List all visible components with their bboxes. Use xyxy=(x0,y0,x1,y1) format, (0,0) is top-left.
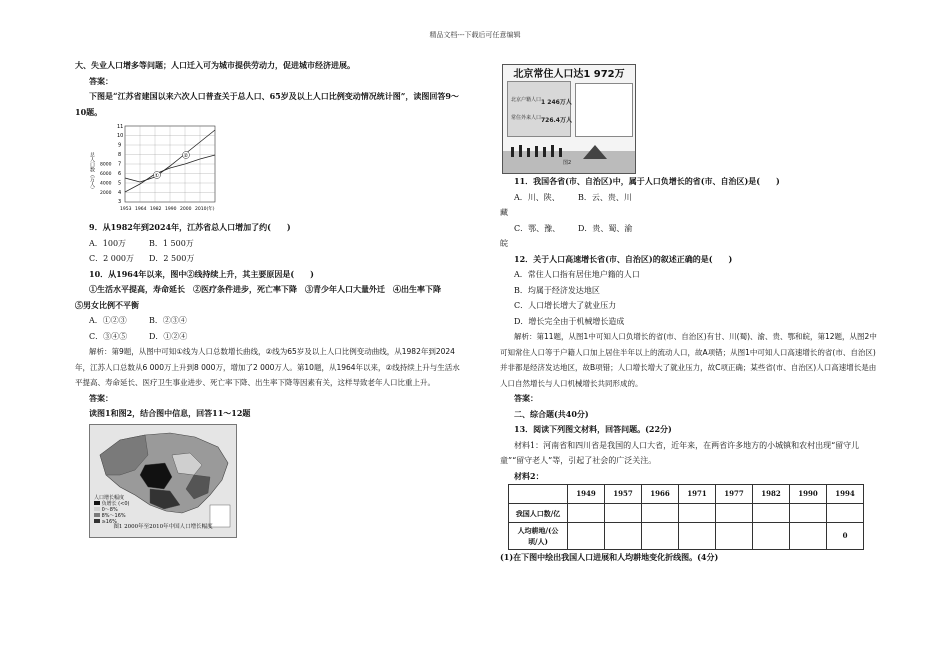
tick-label: 7 xyxy=(118,161,122,168)
tick-label: 6 xyxy=(118,171,122,177)
sub-question-1: (1)在下图中绘出我国人口进展和人均耕地变化折线图。(4分) xyxy=(500,552,719,562)
right-axis-ticks xyxy=(117,124,123,205)
tick-label: 3 xyxy=(118,199,122,205)
option-b[interactable]: B．云、贵、川 xyxy=(578,192,632,202)
table-cell xyxy=(753,523,790,550)
table-year: 1966 xyxy=(642,485,679,504)
y-axis-label: 总人口数（万人） xyxy=(89,152,95,192)
table-cell xyxy=(642,504,679,523)
tick-label: 1964 xyxy=(135,207,147,212)
table-year: 1990 xyxy=(790,485,827,504)
tick-label: 4000 xyxy=(100,181,112,187)
tick-label: 11 xyxy=(117,124,124,130)
tick-label: 6000 xyxy=(100,172,112,177)
solution-9-10: 解析：第9题，从图中可知①线为人口总数增长曲线，②线为65岁及以上人口比例变动曲线，从1982年到2024年，江苏人口总数从6 000万上升到8 000万，增加了2 000万人。第10题，从1964年以来，②线持续上升与生活水平提高、寿命延长、医疗卫生事业进步、死亡率下降、出生率下降等因素有关，这样导致老年人口比重上升。 xyxy=(75,347,460,387)
option-b[interactable]: B．1 500万 xyxy=(149,238,194,248)
table-cell xyxy=(827,504,864,523)
left-axis-ticks xyxy=(100,162,112,197)
x-axis-ticks xyxy=(120,205,215,212)
population-farmland-table xyxy=(508,484,864,550)
table-header-row xyxy=(509,485,864,504)
right-column xyxy=(500,64,880,566)
poster-title: 北京常住人口达1 972万 xyxy=(513,69,625,80)
tick-label: 2000 xyxy=(180,207,192,212)
material-1: 材料1：河南省和四川省是我国的人口大省，近年来，在两省许多地方的小城镇和农村出现“留守儿童”“留守老人”等，引起了社会的广泛关注。 xyxy=(500,440,860,465)
option-a[interactable]: A．川、陕、藏 xyxy=(500,192,560,217)
table-year: 1994 xyxy=(827,485,864,504)
table-cell xyxy=(716,523,753,550)
q10-items: ①生活水平提高，寿命延长 ②医疗条件进步，死亡率下降 ③青少年人口大量外迁 ④出生率下降 xyxy=(89,284,441,294)
tick-label: 4 xyxy=(118,190,122,196)
solution-11-12: 解析：第11题，从图1中可知人口负增长的省(市、自治区)有甘、川(蜀)、渝、贵、鄂和皖，第12题，从图2中可知常住人口等于户籍人口加上居住半年以上的流动人口，故A项错；从图1中可知人口高速增长的省(市、自治区)并非都是经济发达地区，故B项错；人口增长增大了就业压力，故C项正确；某些省(市、自治区)人口高速增长是由人口自然增长与人口机械增长共同形成的。 xyxy=(500,332,877,388)
table-cell xyxy=(790,504,827,523)
option-a[interactable]: A．①②③ xyxy=(89,316,127,325)
table-cell xyxy=(790,523,827,550)
tick-label: 9 xyxy=(118,142,122,149)
legend-label: 负增长 (<0) xyxy=(101,500,130,507)
option-d[interactable]: D．①②④ xyxy=(149,331,188,341)
table-cell xyxy=(679,523,716,550)
table-year: 1971 xyxy=(679,485,716,504)
text-line: 大、失业人口增多等问题；人口迁入可为城市提供劳动力，促进城市经济进展。 xyxy=(75,60,355,70)
legend-label: ≥16% xyxy=(101,518,117,525)
legend-swatch xyxy=(94,501,100,505)
option-d[interactable]: D．增长完全由于机械增长造成 xyxy=(514,316,625,326)
poster-label-b: 常住外来人口 xyxy=(511,115,542,121)
option-c[interactable]: C．鄂、豫、皖 xyxy=(500,223,561,248)
poster-panel-right xyxy=(575,83,633,137)
legend-swatch xyxy=(94,507,100,511)
tick-label: 10 xyxy=(117,133,124,139)
option-d[interactable]: D．贵、蜀、渝 xyxy=(578,223,633,233)
question-intro: 下图是“江苏省建国以来六次人口普查关于总人口、65岁及以上人口比例变动情况统计图”，读图回答9～10题。 xyxy=(75,91,459,117)
q11-options-row2 xyxy=(500,221,880,252)
q9-options-row2 xyxy=(75,251,465,267)
table-cell: 0 xyxy=(827,523,864,550)
table-row xyxy=(509,523,864,550)
table-cell xyxy=(716,504,753,523)
table-cell xyxy=(679,504,716,523)
poster-caption: 图2 xyxy=(563,159,572,166)
answer-label: 答案： xyxy=(89,392,113,403)
question-13: 13．阅读下列图文材料，回答问题。(22分) xyxy=(514,424,672,434)
tick-label: 5 xyxy=(118,180,122,187)
poster-value-2: 726.4万人 xyxy=(541,117,572,124)
chart-grid xyxy=(125,126,215,202)
question-intro-2: 读图1和图2，结合图中信息，回答11～12题 xyxy=(89,408,251,418)
population-chart-svg xyxy=(87,122,237,218)
table-cell xyxy=(605,504,642,523)
option-a[interactable]: A．100万 xyxy=(89,238,127,248)
marker-1-label: ① xyxy=(154,173,159,179)
question-10: 10．从1964年以来，图中②线持续上升，其主要原因是( ) xyxy=(89,268,314,279)
table-cell xyxy=(605,523,642,550)
legend-swatch xyxy=(94,513,100,517)
tick-label: 8 xyxy=(118,152,122,158)
poster-value-1: 1 246万人 xyxy=(541,99,572,106)
tick-label: 1953 xyxy=(120,207,132,212)
left-column xyxy=(75,58,465,538)
table-corner xyxy=(509,485,568,504)
tick-label: 8000 xyxy=(100,162,112,168)
q10-options-row2 xyxy=(75,329,465,345)
answer-label: 答案： xyxy=(514,393,538,403)
table-year: 1957 xyxy=(605,485,642,504)
population-chart xyxy=(87,122,237,218)
beijing-population-poster xyxy=(502,64,636,174)
q10-options-row1 xyxy=(75,313,465,329)
option-c[interactable]: C．人口增长增大了就业压力 xyxy=(514,301,617,310)
answer-label: 答案： xyxy=(89,75,113,86)
option-b[interactable]: B．②③④ xyxy=(149,316,187,325)
option-c[interactable]: C．③④⑤ xyxy=(89,331,128,341)
tick-label: 2000 xyxy=(100,191,112,196)
table-cell xyxy=(753,504,790,523)
question-9: 9．从1982年到2024年，江苏省总人口增加了约( ) xyxy=(89,222,291,232)
row-label: 我国人口数/亿 xyxy=(509,504,568,523)
table-cell xyxy=(568,523,605,550)
option-c[interactable]: C．2 000万 xyxy=(89,254,135,263)
page-header: 精品文档---下载后可任意编辑 xyxy=(429,31,521,39)
row-label: 人均耕地/(公顷/人) xyxy=(509,523,568,550)
tick-label: 1982 xyxy=(150,207,162,212)
table-cell xyxy=(568,504,605,523)
q9-options-row1 xyxy=(75,236,465,252)
material-2-label: 材料2： xyxy=(514,470,544,481)
map-caption: 图1 2000年至2010年中国人口增长幅度 xyxy=(113,524,213,530)
table-year: 1949 xyxy=(568,485,605,504)
option-b[interactable]: B．均属于经济发达地区 xyxy=(514,285,600,295)
legend-title: 人口增长幅度 xyxy=(94,494,125,501)
poster-label-a: 北京户籍人口 xyxy=(511,97,542,103)
legend-label: 0～8% xyxy=(101,506,118,513)
option-a[interactable]: A．常住人口指有居住地户籍的人口 xyxy=(514,270,640,279)
question-12: 12．关于人口高速增长省(市、自治区)的叙述正确的是( ) xyxy=(514,253,733,264)
option-d[interactable]: D．2 500万 xyxy=(149,254,195,263)
tick-label: 2010(年) xyxy=(195,207,215,212)
table-year: 1977 xyxy=(716,485,753,504)
tick-label: 1990 xyxy=(165,207,177,212)
q11-options-row1 xyxy=(500,190,880,221)
table-cell xyxy=(642,523,679,550)
china-population-map xyxy=(89,424,237,538)
question-11: 11．我国各省(市、自治区)中，属于人口负增长的省(市、自治区)是( ) xyxy=(514,176,780,186)
legend-label: 8%～16% xyxy=(101,512,126,519)
table-row xyxy=(509,504,864,523)
q10-items-2: ⑤男女比例不平衡 xyxy=(75,299,139,310)
marker-2-label: ② xyxy=(183,153,188,159)
section-heading: 二、综合题(共40分) xyxy=(514,408,589,419)
table-year: 1982 xyxy=(753,485,790,504)
